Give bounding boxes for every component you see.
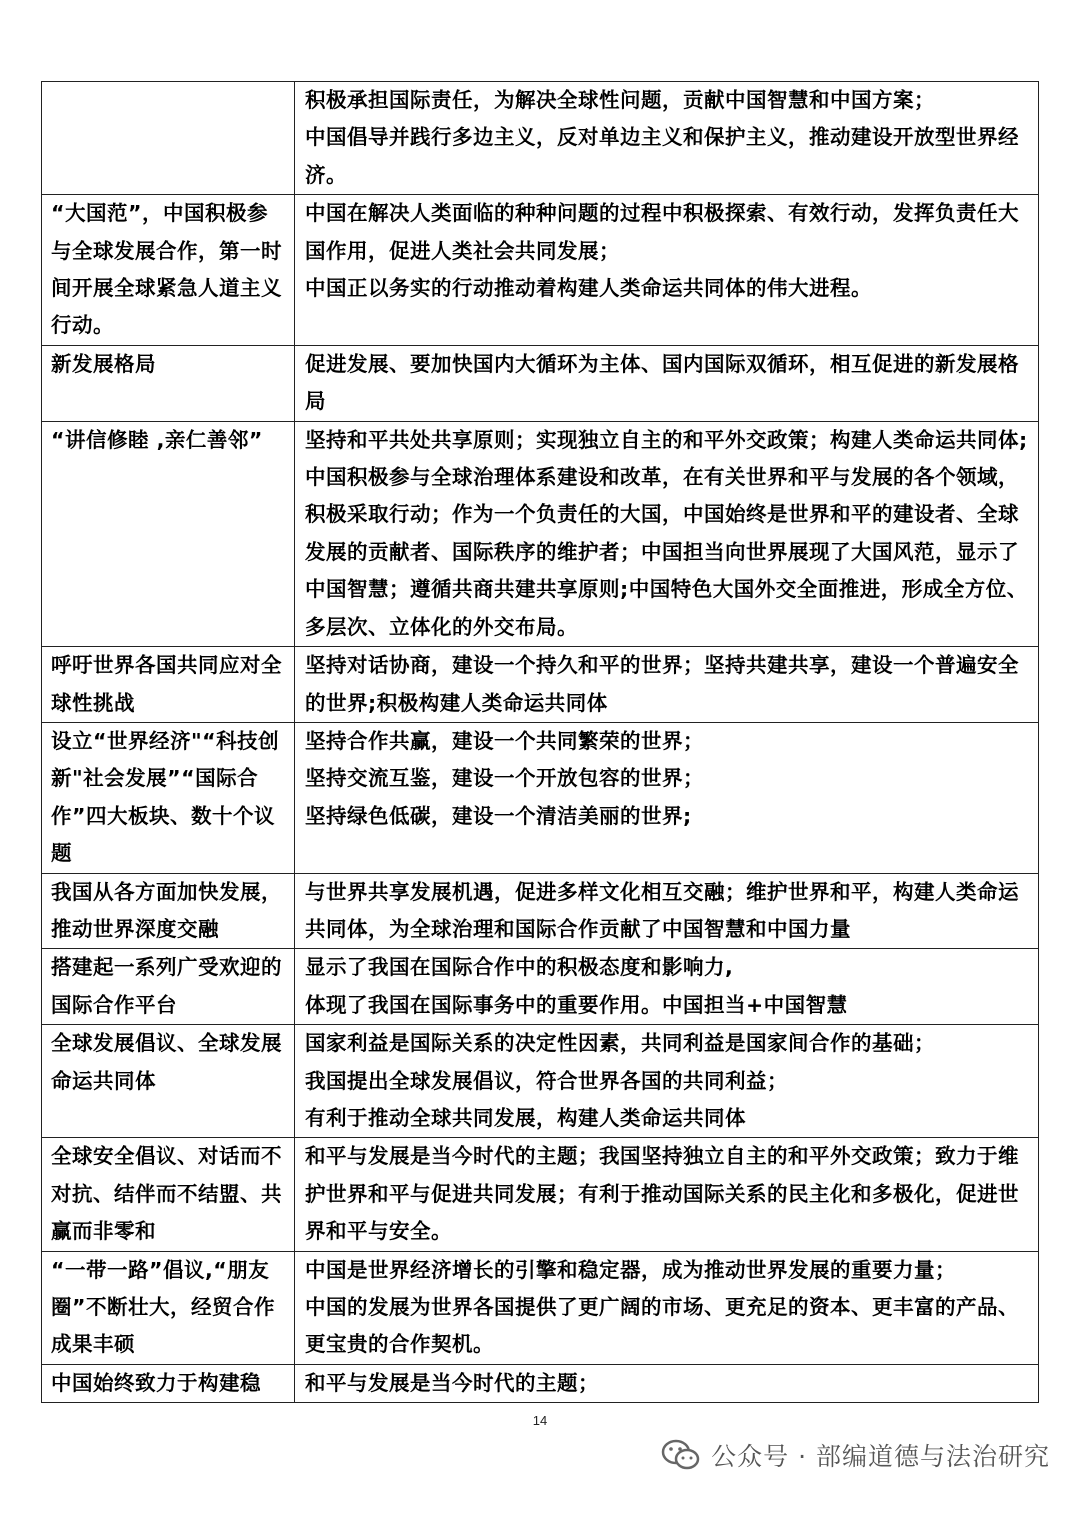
topic-text: 新发展格局 [51, 351, 156, 376]
table-row [42, 1025, 1039, 1138]
topic-text: 全球发展倡议、全球发展命运共同体 [51, 1031, 282, 1093]
table-body [42, 82, 1039, 1403]
content-cell [295, 1251, 1039, 1364]
content-table [41, 81, 1039, 1403]
content-cell [295, 949, 1039, 1025]
topic-cell [42, 949, 295, 1025]
wechat-icon [661, 1438, 701, 1472]
content-line: 坚持对话协商，建设一个持久和平的世界；坚持共建共享，建设一个普遍安全的世界;积极构建人类命运共同体 [305, 653, 1019, 715]
content-line: 和平与发展是当今时代的主题； [305, 1370, 599, 1395]
content-line: 中国正以务实的行动推动着构建人类命运共同体的伟大进程。 [305, 276, 872, 301]
content-cell [295, 195, 1039, 346]
content-line: 坚持交流互鉴，建设一个开放包容的世界； [305, 766, 704, 791]
watermark-text: 公众号 · 部编道德与法治研究 [711, 1442, 1050, 1471]
content-cell [295, 647, 1039, 723]
content-line: 中国是世界经济增长的引擎和稳定器，成为推动世界发展的重要力量； [305, 1257, 956, 1282]
table-row [42, 345, 1039, 421]
table-row [42, 722, 1039, 873]
content-line: 中国在解决人类面临的种种问题的过程中积极探索、有效行动，发挥负责任大国作用，促进人类社会共同发展； [305, 201, 1019, 263]
content-line: 促进发展、要加快国内大循环为主体、国内国际双循环，相互促进的新发展格局 [305, 351, 1019, 414]
topic-cell [42, 421, 295, 646]
topic-cell [42, 647, 295, 723]
content-line: 我国提出全球发展倡议，符合世界各国的共同利益； [305, 1068, 788, 1093]
topic-cell [42, 873, 295, 949]
content-line: 坚持绿色低碳，建设一个清洁美丽的世界; [305, 803, 692, 828]
content-line: 与世界共享发展机遇，促进多样文化相互交融；维护世界和平，构建人类命运共同体，为全球治理和国际合作贡献了中国智慧和中国力量 [305, 879, 1019, 941]
table-row [42, 647, 1039, 723]
topic-text: “一带一路”倡议,“朋友圈”不断壮大，经贸合作成果丰硕 [51, 1257, 275, 1357]
table-row [42, 1138, 1039, 1251]
topic-cell [42, 1364, 295, 1402]
content-cell [295, 873, 1039, 949]
table-row [42, 1364, 1039, 1402]
content-cell [295, 421, 1039, 646]
topic-cell [42, 1138, 295, 1251]
table-row [42, 1251, 1039, 1364]
topic-text: 设立“世界经济"“科技创新"社会发展”“国际合作”四大板块、数十个议题 [51, 728, 280, 866]
content-cell [295, 1138, 1039, 1251]
content-line: 显示了我国在国际合作中的积极态度和影响力, [305, 955, 734, 980]
table-row [42, 949, 1039, 1025]
topic-cell [42, 722, 295, 873]
topic-cell [42, 1025, 295, 1138]
content-cell [295, 1025, 1039, 1138]
watermark [661, 1437, 1050, 1473]
content-line: 坚持合作共赢，建设一个共同繁荣的世界； [305, 728, 704, 753]
content-cell [295, 345, 1039, 421]
content-line: 国家利益是国际关系的决定性因素，共同利益是国家间合作的基础； [305, 1031, 935, 1056]
content-line: 体现了我国在国际事务中的重要作用。中国担当+中国智慧 [305, 992, 848, 1017]
topic-text: 搭建起一系列广受欢迎的国际合作平台 [51, 955, 282, 1017]
topic-text: “讲信修睦 ,亲仁善邻” [51, 427, 263, 452]
topic-cell [42, 1251, 295, 1364]
content-line: 积极承担国际责任，为解决全球性问题，贡献中国智慧和中国方案； [305, 88, 935, 112]
topic-text: 我国从各方面加快发展，推动世界深度交融 [51, 879, 282, 941]
table-row [42, 421, 1039, 646]
content-line: 有利于推动全球共同发展，构建人类命运共同体 [305, 1105, 746, 1130]
topic-text: “大国范”，中国积极参与全球发展合作，第一时间开展全球紧急人道主义行动。 [51, 201, 282, 338]
table-row [42, 873, 1039, 949]
content-line: 中国的发展为世界各国提供了更广阔的市场、更充足的资本、更丰富的产品、更宝贵的合作契机。 [305, 1295, 1019, 1357]
content-cell [295, 1364, 1039, 1402]
topic-cell [42, 82, 295, 195]
content-cell [295, 722, 1039, 873]
table-row [42, 82, 1039, 195]
content-line: 中国倡导并践行多边主义，反对单边主义和保护主义，推动建设开放型世界经济。 [305, 125, 1019, 187]
content-line: 和平与发展是当今时代的主题；我国坚持独立自主的和平外交政策；致力于维护世界和平与促进共同发展；有利于推动国际关系的民主化和多极化，促进世界和平与安全。 [305, 1144, 1019, 1244]
content-cell [295, 82, 1039, 195]
topic-text: 全球安全倡议、对话而不对抗、结伴而不结盟、共赢而非零和 [51, 1144, 282, 1244]
topic-text: 中国始终致力于构建稳 [51, 1370, 261, 1395]
content-line: 坚持和平共处共享原则；实现独立自主的和平外交政策；构建人类命运共同体;中国积极参与全球治理体系建设和改革，在有关世界和平与发展的各个领域，积极采取行动；作为一个负责任的大国，中国始终是世界和平的建设者、全球发展的贡献者、国际秩序的维护者；中国担当向世界展现了大国风范，显示了中国智慧；遵循共商共建共享原则;中国特色大国外交全面推进，形成全方位、多层次、立体化的外交布局。 [305, 427, 1028, 639]
topic-cell [42, 345, 295, 421]
page-number: 14 [532, 1413, 548, 1428]
topic-cell [42, 195, 295, 346]
table-row [42, 195, 1039, 346]
topic-text: 呼吁世界各国共同应对全球性挑战 [51, 653, 282, 715]
